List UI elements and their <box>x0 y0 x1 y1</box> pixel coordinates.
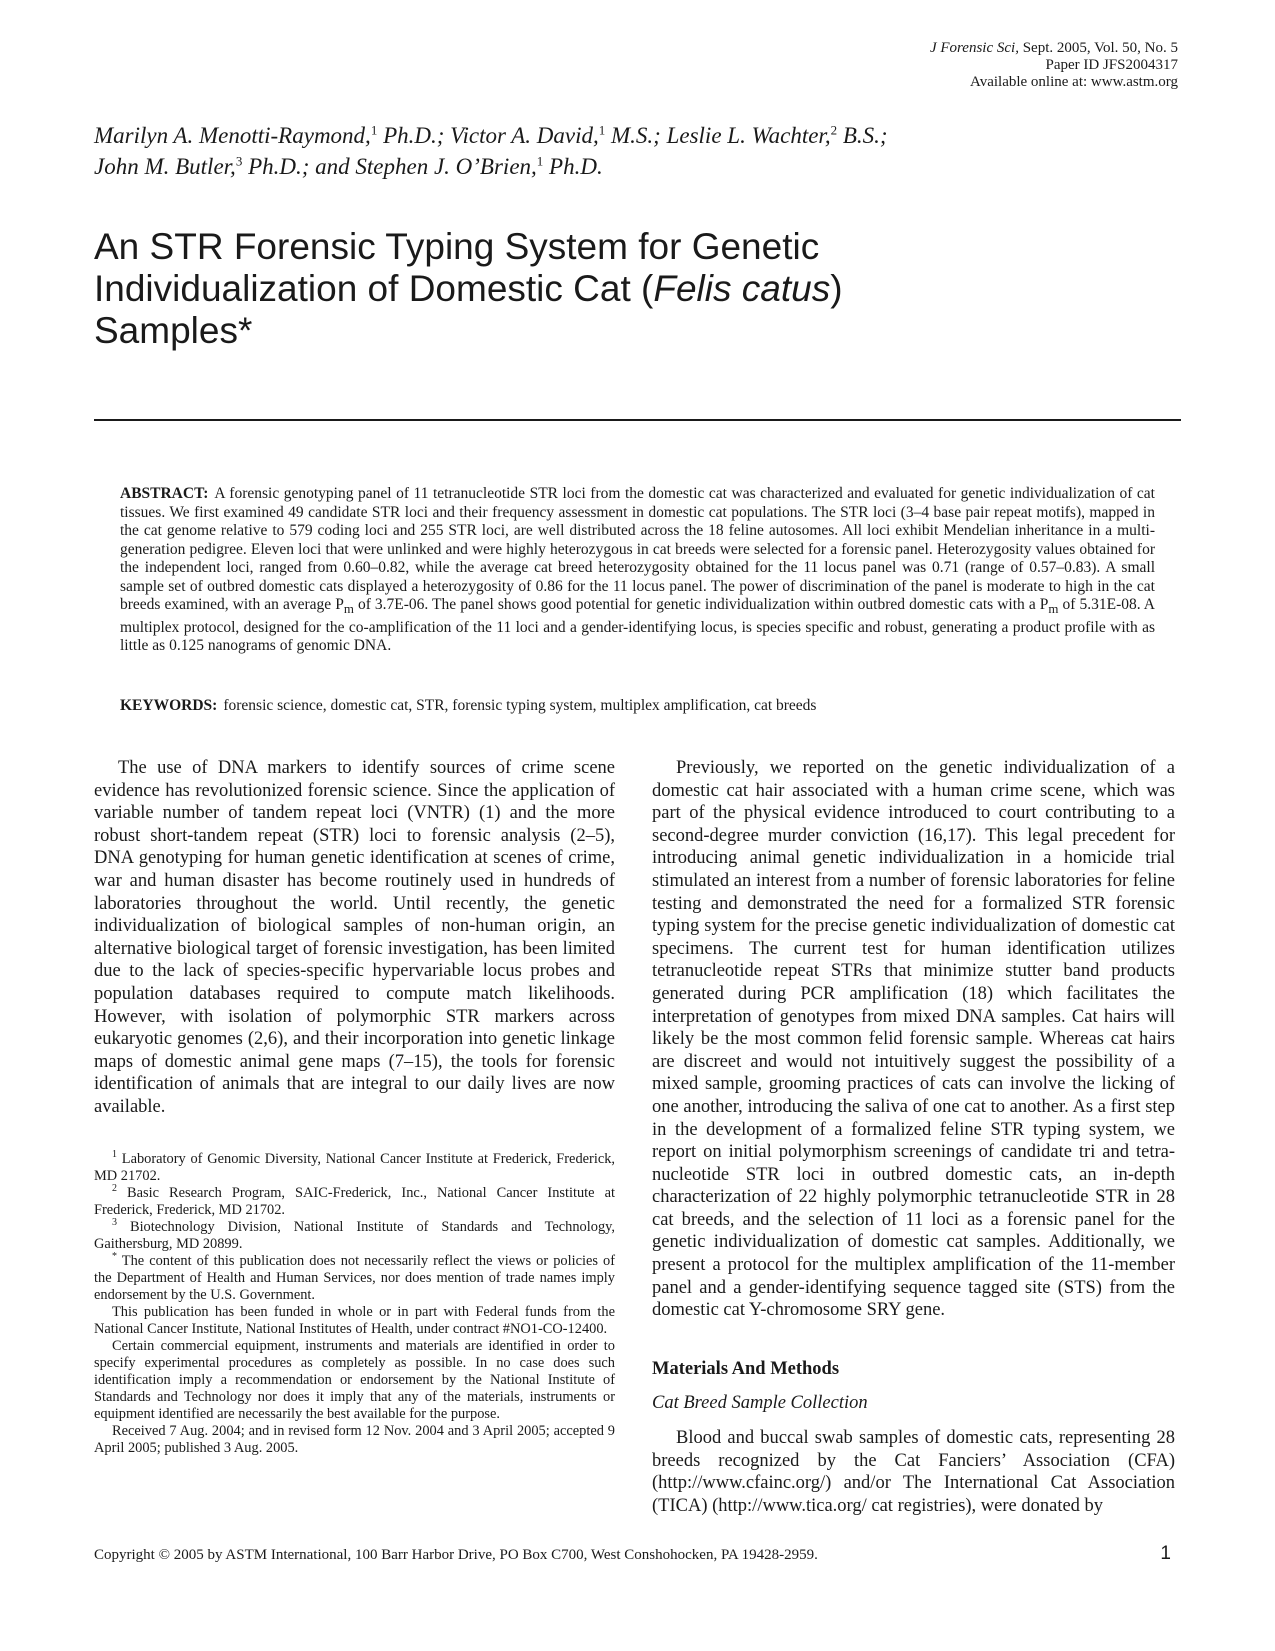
affiliation-mark: 3 <box>235 153 243 169</box>
page-number: 1 <box>1160 1543 1171 1564</box>
paper-title: An STR Forensic Typing System for Genetic Individualization of Domestic Cat (Felis catus) Samples* <box>94 226 843 351</box>
section-heading: Materials And Methods <box>652 1359 840 1379</box>
footnote: $^3$ Biotechnology Division, National Institute of Standards and Technology, Gaithersburg, MD 20899. <box>94 1217 615 1252</box>
affiliation-mark: 2 <box>830 122 838 138</box>
footnote: Certain commercial equipment, instruments and materials are identified in order to specify experimental procedures as completely as possible. In no case does such identification imply a recommendation or endorsement by the National Institute of Standards and Technology nor does it imply that any of the materials, instruments or equipment identified are necessarily the best available for the purpose. <box>94 1338 615 1422</box>
footnote-star: * <box>237 310 253 351</box>
abstract: ABSTRACT: A forensic genotyping panel of 11 tetranucleotide STR loci from the domestic cat was characterized and evaluated for genetic individualization of cat tissues. We first examined 49 candidate STR loci and their frequency assessment in domestic cat populations. The STR loci (3–4 base pair repeat motifs), mapped in the cat genome relative to 579 coding loci and 255 STR loci, are well distributed across the 18 feline autosomes. All loci exhibit Mendelian inheritance in a multi-generation pedigree. Eleven loci that were unlinked and were highly heterozygous in cat breeds were selected for a forensic panel. Heterozygosity values obtained for the independent loci, ranged from 0.60–0.82, while the average cat breed heterozygosity obtained for the 11 locus panel was 0.71 (range of 0.57–0.83). A small sample set of outbred domestic cats displayed a heterozygosity of 0.86 for the 11 locus panel. The power of discrimination of the panel is moderate to high in the cat breeds examined, with an average $P_m$ of 3.7E-06. The panel shows good potential for genetic individualization within outbred domestic cats with a $P_m$ of 5.31E-08. A multiplex protocol, designed for the co-amplification of the 11 loci and a gender-identifying locus, is species specific and robust, generating a product profile with as little as 0.125 nanograms of genomic DNA. <box>120 485 1155 655</box>
affiliation-mark: 1 <box>598 122 606 138</box>
footnote: * The content of this publication does not necessarily reflect the views or policies of the Department of Health and Human Services, nor does mention of trade names imply endorsement by the U.S. Government. <box>94 1251 615 1303</box>
keywords-label: KEYWORDS: <box>120 697 218 714</box>
paper-id: Paper ID JFS2004317 <box>1045 57 1178 73</box>
footnotes <box>94 1151 615 1457</box>
footnote: Received 7 Aug. 2004; and in revised form 12 Nov. 2004 and 3 April 2005; accepted 9 April 2005; published 3 Aug. 2005. <box>94 1423 615 1456</box>
online-availability: Available online at: www.astm.org <box>969 74 1178 90</box>
author-list <box>94 120 1094 182</box>
author-name: Marilyn A. Menotti-Raymond, <box>94 123 371 148</box>
footnote: $^2$ Basic Research Program, SAIC-Frederick, Inc., National Cancer Institute at Frederick, Frederick, MD 21702. <box>94 1183 615 1218</box>
keywords: KEYWORDS: forensic science, domestic cat, STR, forensic typing system, multiplex amplification, cat breeds <box>120 697 817 714</box>
affiliation-mark: 1 <box>370 122 378 138</box>
intro-paragraph: The use of DNA markers to identify sources of crime scene evidence has revolutionized forensic science. Since the application of variable number of tandem repeat loci (VNTR) (1) and the more robust short-tandem repeat (STR) loci to forensic analysis (2–5), DNA genotyping for human genetic identification at scenes of crime, war and human disaster has become routinely used in hundreds of laboratories throughout the world. Until recently, the genetic individualization of biological samples of non-human origin, an alternative biological target of forensic investigation, has been limited due to the lack of species-specific hypervariable locus probes and population databases required to compute match likelihoods. However, with isolation of polymorphic STR markers across eukaryotic genomes (2,6), and their incorporation into genetic linkage maps of domestic animal gene maps (7–15), the tools for forensic identification of animals that are integral to our daily lives are now available. <box>94 758 615 1117</box>
author-line-2: John M. Butler,$^3$ Ph.D.; and Stephen J. O’Brien,$^1$ Ph.D. <box>94 153 603 179</box>
journal-citation: J Forensic Sci, Sept. 2005, Vol. 50, No. 5 <box>929 40 1178 56</box>
author-name: Victor A. David, <box>450 123 599 148</box>
author-name: John M. Butler, <box>94 154 236 179</box>
author-name: and Stephen J. O’Brien, <box>315 154 537 179</box>
footnote: $^1$ Laboratory of Genomic Diversity, National Cancer Institute at Frederick, Frederick, MD 21702. <box>94 1149 615 1184</box>
copyright-notice: Copyright © 2005 by ASTM International, 100 Barr Harbor Drive, PO Box C700, West Conshohocken, PA 19428-2959. <box>94 1547 818 1563</box>
abstract-label: ABSTRACT: <box>120 485 209 502</box>
intro-paragraph-continued: Previously, we reported on the genetic individualization of a domestic cat hair associated with a human crime scene, which was part of the physical evidence introduced to court contributing to a second-degree murder conviction (16,17). This legal precedent for introducing animal genetic individualization in a homicide trial stimulated an interest from a number of forensic laboratories for feline testing and demonstrated the need for a formalized STR forensic typing system for the precise genetic individualization of domestic cat specimens. The current test for human identification utilizes tetranucleotide repeat STRs that minimize stutter band products generated during PCR amplification (18) which facilitates the interpretation of genotypes from mixed DNA samples. Cat hairs will likely be the most common felid forensic sample. Whereas cat hairs are discreet and would not intuitively suggest the possibility of a mixed sample, grooming practices of cats can involve the licking of one another, introducing the saliva of one cat to another. As a first step in the development of a formalized feline STR typing system, we report on initial polymorphism screenings of candidate tri and tetra-nucleotide STR loci in outbred domestic cats, an in-depth characterization of 22 highly polymorphic tetranucleotide STR in 28 cat breeds, and the selection of 11 loci as a forensic panel for the genetic individualization of domestic cat samples. Additionally, we present a protocol for the multiplex amplification of the 11-member panel and a gender-identifying sequence tagged site (STS) from the domestic cat Y-chromosome SRY gene. <box>652 758 1175 1321</box>
author-line-1: Marilyn A. Menotti-Raymond,$^1$ Ph.D.; Victor A. David,$^1$ M.S.; Leslie L. Wachter,$^2$ B.S.; <box>94 122 888 148</box>
journal-header <box>578 40 1178 91</box>
footnote: This publication has been funded in whole or in part with Federal funds from the National Cancer Institute, National Institutes of Health, under contract #NO1-CO-12400. <box>94 1304 615 1337</box>
methods-paragraph: Blood and buccal swab samples of domestic cats, representing 28 breeds recognized by the Cat Fanciers’ Association (CFA) (http://www.cfainc.org/) and/or The International Cat Association (TICA) (http://www.tica.org/ cat registries), were donated by <box>652 1428 1175 1516</box>
title-divider <box>94 419 1181 421</box>
author-name: Leslie L. Wachter, <box>666 123 831 148</box>
subsection-heading: Cat Breed Sample Collection <box>652 1393 868 1413</box>
affiliation-mark: 1 <box>536 153 544 169</box>
